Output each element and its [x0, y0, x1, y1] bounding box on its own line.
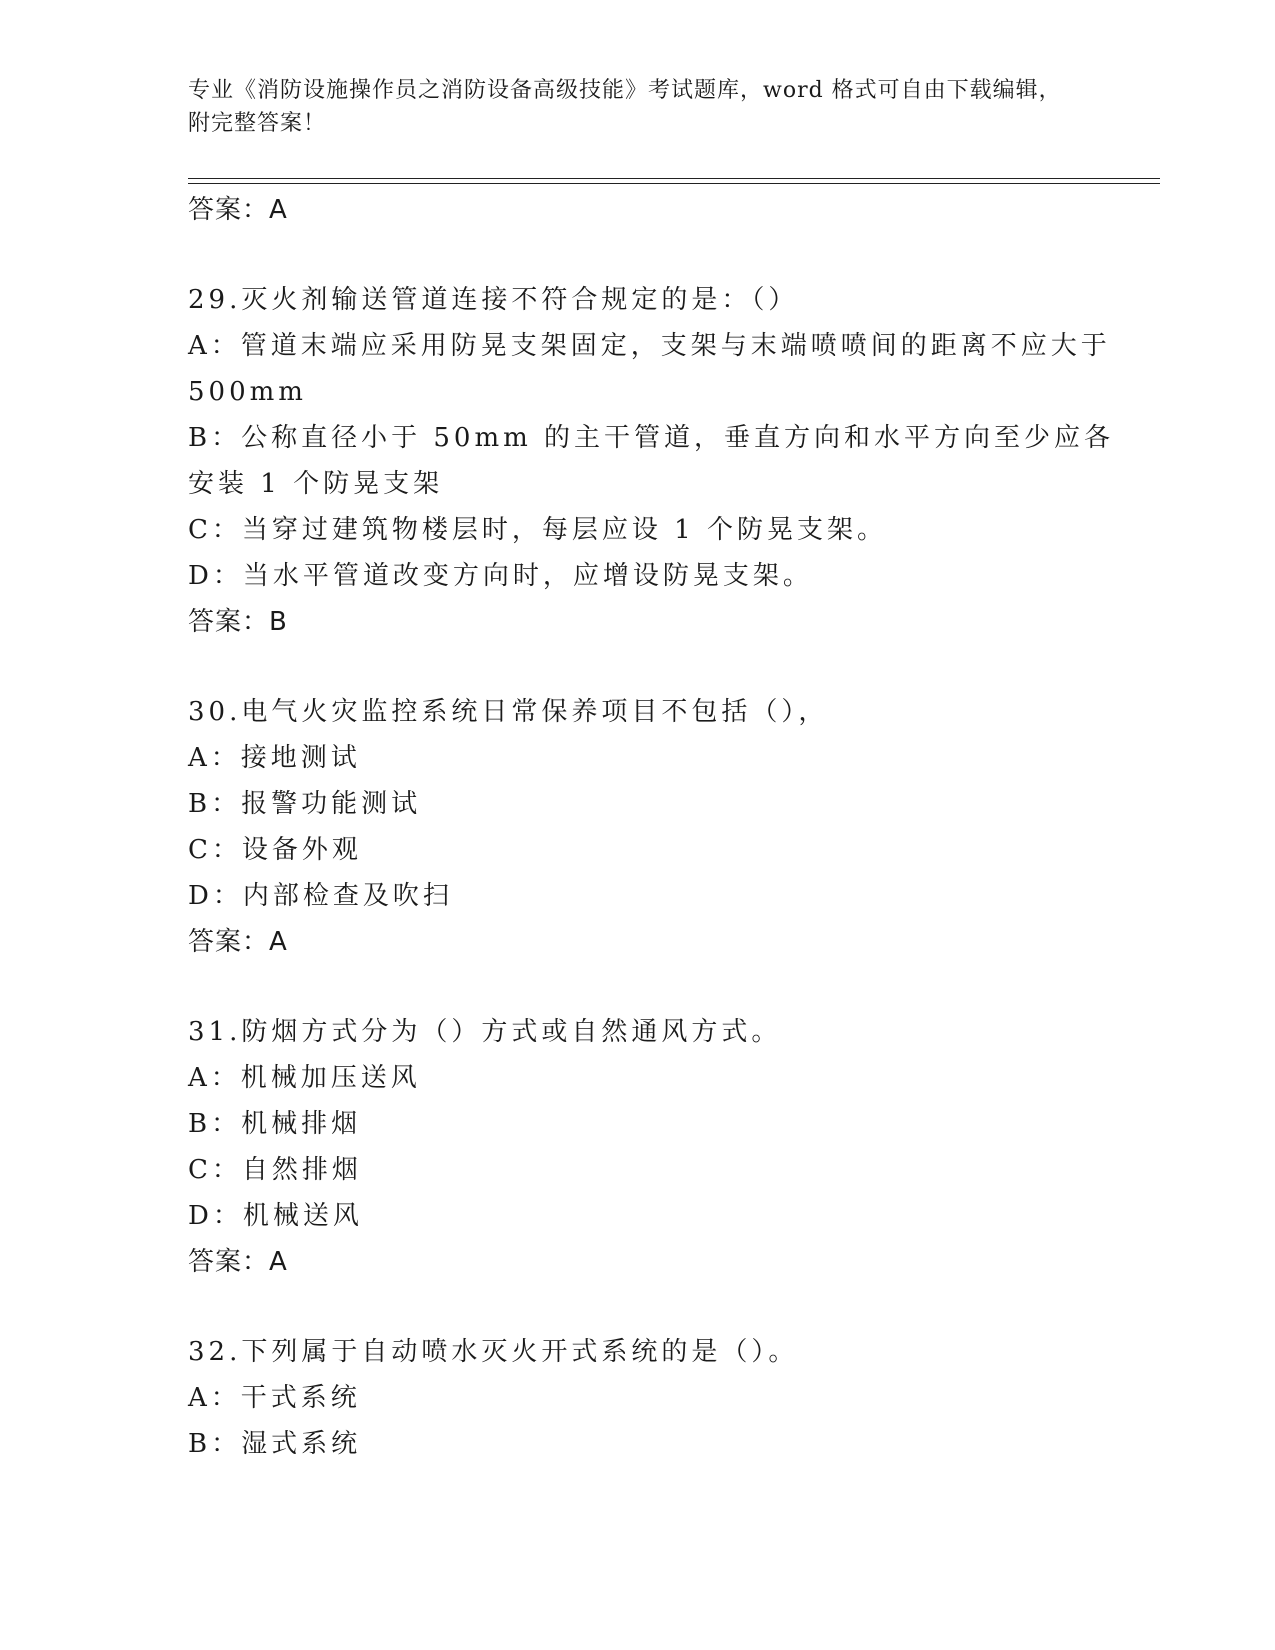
option-c: C：当穿过建筑物楼层时，每层应设 1 个防晃支架。	[188, 515, 887, 545]
question-32	[188, 1329, 1128, 1467]
header-divider-bottom	[188, 183, 1160, 184]
question-stem: 29.灭火剂输送管道连接不符合规定的是：（）	[188, 285, 799, 315]
question-list	[188, 187, 1128, 1467]
option-b: B：公称直径小于 50mm 的主干管道，垂直方向和水平方向至少应各安装 1 个防晃支架	[188, 423, 1115, 499]
option-a: A：干式系统	[188, 1383, 361, 1413]
option-a: A：接地测试	[188, 743, 361, 773]
option-b: B：报警功能测试	[188, 789, 422, 819]
question-stem: 30.电气火灾监控系统日常保养项目不包括（），	[188, 697, 829, 727]
question-29	[188, 277, 1128, 645]
header-intro: 专业《消防设施操作员之消防设备高级技能》考试题库，word 格式可自由下载编辑，附完整答案！	[188, 78, 1062, 136]
option-a: A：管道末端应采用防晃支架固定，支架与末端喷喷间的距离不应大于500mm	[188, 331, 1111, 407]
option-b: B：机械排烟	[188, 1109, 362, 1139]
option-c: C：自然排烟	[188, 1155, 362, 1185]
header-divider-top	[188, 178, 1160, 179]
option-d: D：机械送风	[188, 1201, 363, 1231]
question-answer: 答案：A	[188, 927, 288, 957]
question-stem: 31.防烟方式分为（）方式或自然通风方式。	[188, 1017, 782, 1047]
option-a: A：机械加压送风	[188, 1063, 421, 1093]
question-stem: 32.下列属于自动喷水灭火开式系统的是（）。	[188, 1337, 799, 1367]
question-answer: 答案：A	[188, 1247, 288, 1277]
option-c: C：设备外观	[188, 835, 362, 865]
option-d: D：当水平管道改变方向时，应增设防晃支架。	[188, 561, 813, 591]
previous-answer: 答案：A	[188, 195, 288, 225]
question-31	[188, 1009, 1128, 1285]
option-d: D：内部检查及吹扫	[188, 881, 453, 911]
option-b: B：湿式系统	[188, 1429, 362, 1459]
question-answer: 答案：B	[188, 607, 288, 637]
question-30	[188, 689, 1128, 965]
